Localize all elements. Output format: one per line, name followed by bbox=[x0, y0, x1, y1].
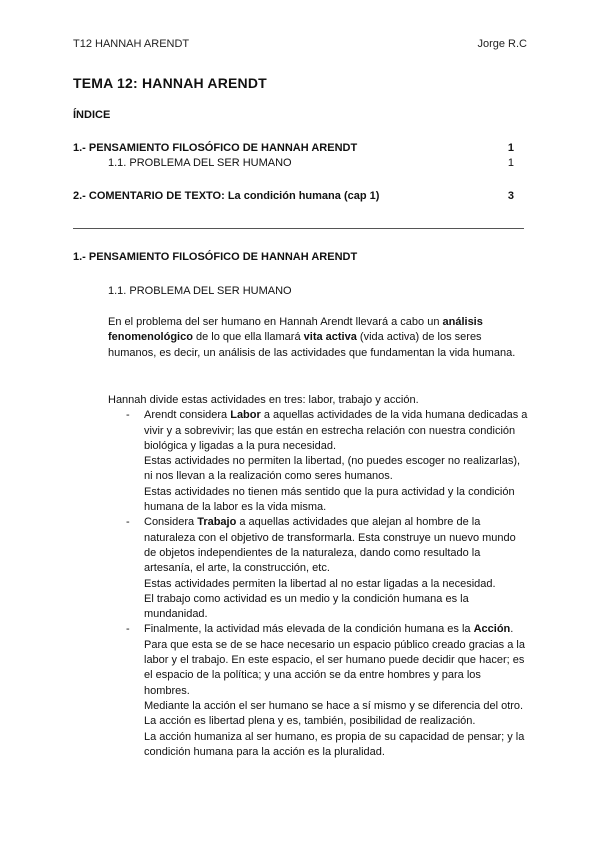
text-run: de lo que ella llamará bbox=[192, 331, 304, 344]
text-run: . Para que esta se de se hace necesario un espacio público creado gracias a la labor y el trabajo. En este espacio, el ser humano puede decidir que hacer; es el espacio de la política; y una acción se da entre hombres y para los hombres. bbox=[144, 623, 525, 697]
toc-entry-label: 1.1. PROBLEMA DEL SER HUMANO bbox=[108, 157, 292, 169]
horizontal-divider bbox=[73, 228, 524, 229]
toc-entry-label: 2.- COMENTARIO DE TEXTO: La condición humana (cap 1) bbox=[73, 190, 380, 202]
document-title: TEMA 12: HANNAH ARENDT bbox=[73, 75, 267, 91]
running-header-left: T12 HANNAH ARENDT bbox=[73, 38, 190, 50]
text-run: (vida activa) de los seres humanos, es decir, un análisis de las actividades que fundamentan la vida humana. bbox=[108, 331, 516, 359]
text-run: Considera bbox=[144, 516, 198, 529]
bullet-dash: - bbox=[126, 516, 130, 529]
index-heading: ÍNDICE bbox=[73, 109, 111, 121]
running-header-right: Jorge R.C bbox=[477, 38, 527, 50]
toc-entry-page: 1 bbox=[507, 157, 514, 169]
intro-paragraph bbox=[108, 315, 528, 361]
text-run: Arendt considera bbox=[144, 409, 231, 422]
list-item-accion bbox=[108, 622, 528, 760]
list-item-paragraph: Estas actividades permiten la libertad al no estar ligadas a la necesidad. bbox=[144, 577, 496, 590]
text-run: a aquellas actividades que alejan al hombre de la naturaleza con el objetivo de transformarla. Esta construye un nuevo mundo de objetos independientes de la naturaleza, dando como resultado la artesanía, el arte, la construcción, etc. bbox=[144, 516, 516, 575]
bold-term: Acción bbox=[473, 623, 511, 636]
toc-entry-section1[interactable] bbox=[73, 142, 514, 154]
text-run: a aquellas actividades de la vida humana dedicadas a vivir y a sobrevivir; las que están en estrecha relación con nuestra condición biológica y ligadas a la pura necesidad. bbox=[144, 409, 528, 452]
activities-block bbox=[108, 393, 528, 760]
toc-entry-page: 3 bbox=[507, 190, 514, 202]
bullet-dash: - bbox=[126, 623, 130, 636]
text-run: Finalmente, la actividad más elevada de la condición humana es la bbox=[144, 623, 474, 636]
bold-term: Labor bbox=[230, 409, 261, 422]
activities-list bbox=[108, 408, 528, 760]
toc-entry-section2[interactable] bbox=[73, 190, 514, 202]
list-item-trabajo bbox=[108, 515, 528, 622]
bold-term: análisis fenomenológico bbox=[108, 316, 483, 344]
bold-term: Trabajo bbox=[197, 516, 237, 529]
toc-entry-page: 1 bbox=[507, 142, 514, 154]
activities-intro: Hannah divide estas actividades en tres: labor, trabajo y acción. bbox=[108, 394, 419, 406]
list-item-paragraph: Mediante la acción el ser humano se hace a sí mismo y se diferencia del otro. La acción es libertad plena y es, también, posibilidad de realización. bbox=[144, 699, 524, 728]
list-item-paragraph: El trabajo como actividad es un medio y la condición humana es la mundanidad. bbox=[144, 592, 469, 621]
bold-term: vita activa bbox=[303, 331, 357, 344]
section-heading: 1.- PENSAMIENTO FILOSÓFICO DE HANNAH ARENDT bbox=[73, 251, 358, 263]
list-item-paragraph: Estas actividades no tienen más sentido que la pura actividad y la condición humana de la labor es la vida misma. bbox=[144, 485, 515, 514]
list-item-paragraph: Estas actividades no permiten la libertad, (no puedes escoger no realizarlas), ni nos llevan a la realización como seres humanos. bbox=[144, 455, 521, 483]
toc-entry-subsection1[interactable] bbox=[108, 157, 514, 169]
subsection-heading: 1.1. PROBLEMA DEL SER HUMANO bbox=[108, 285, 292, 297]
toc-entry-label: 1.- PENSAMIENTO FILOSÓFICO DE HANNAH ARENDT bbox=[73, 142, 358, 154]
list-item-paragraph: La acción humaniza al ser humano, es propia de su capacidad de pensar; y la condición humana para la acción es la pluralidad. bbox=[144, 730, 525, 758]
list-item-labor bbox=[108, 408, 528, 515]
text-run: En el problema del ser humano en Hannah Arendt llevará a cabo un bbox=[108, 316, 443, 328]
bullet-dash: - bbox=[126, 409, 130, 422]
